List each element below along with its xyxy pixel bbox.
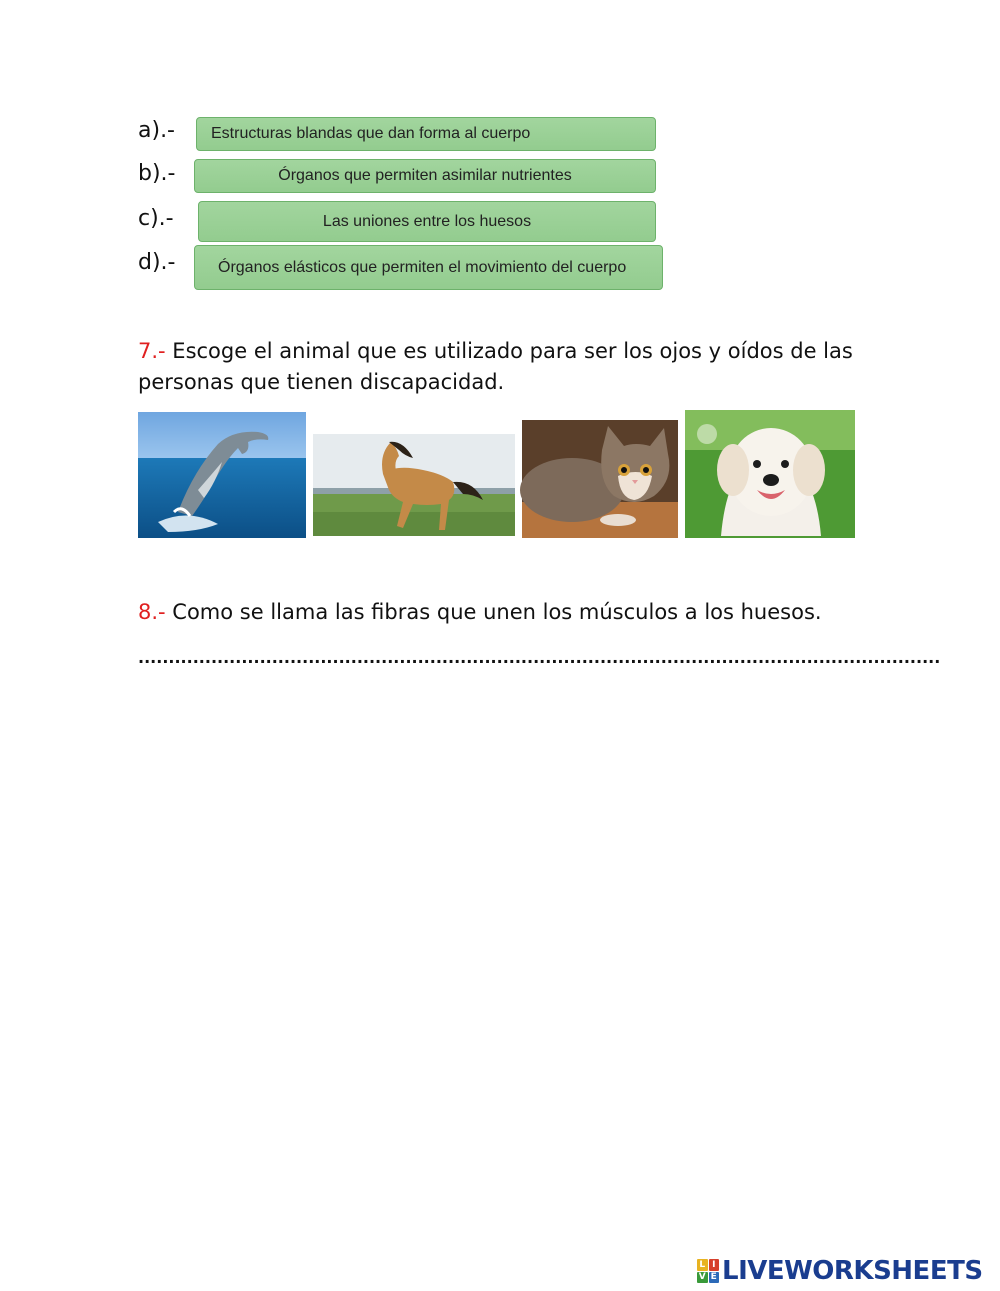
logo-letter-l: L [697,1259,708,1271]
question-7-number: 7.- [138,339,166,363]
liveworksheets-logo [697,1256,983,1286]
answer-box-a[interactable]: Estructuras blandas que dan forma al cuerpo [196,117,656,151]
option-letter-c: c).- [138,206,174,231]
puppy-image[interactable] [685,410,855,538]
logo-letter-e: E [709,1272,720,1284]
answer-box-d[interactable]: Órganos elásticos que permiten el movimiento del cuerpo [194,245,663,290]
answer-box-c[interactable]: Las uniones entre los huesos [198,201,656,242]
question-8 [138,597,898,628]
question-7 [138,336,868,398]
logo-text: LIVEWORKSHEETS [722,1256,983,1286]
logo-letter-v: V [698,1272,706,1283]
logo-letter-i: I [709,1259,720,1271]
dolphin-image[interactable] [138,412,306,538]
question-8-text: Como se llama las fibras que unen los músculos a los huesos. [165,600,822,624]
answer-line[interactable]: .................................................................................................................................... [138,648,941,667]
horse-image[interactable] [313,434,515,536]
option-letter-d: d).- [138,250,176,275]
option-letter-a: a).- [138,118,175,143]
question-8-number: 8.- [138,600,166,624]
answer-box-b[interactable]: Órganos que permiten asimilar nutrientes [194,159,656,193]
logo-mark-icon [697,1259,719,1283]
question-7-text: Escoge el animal que es utilizado para ser los ojos y oídos de las personas que tienen discapacidad. [138,339,853,394]
option-letter-b: b).- [138,161,176,186]
cat-image[interactable] [522,420,678,538]
